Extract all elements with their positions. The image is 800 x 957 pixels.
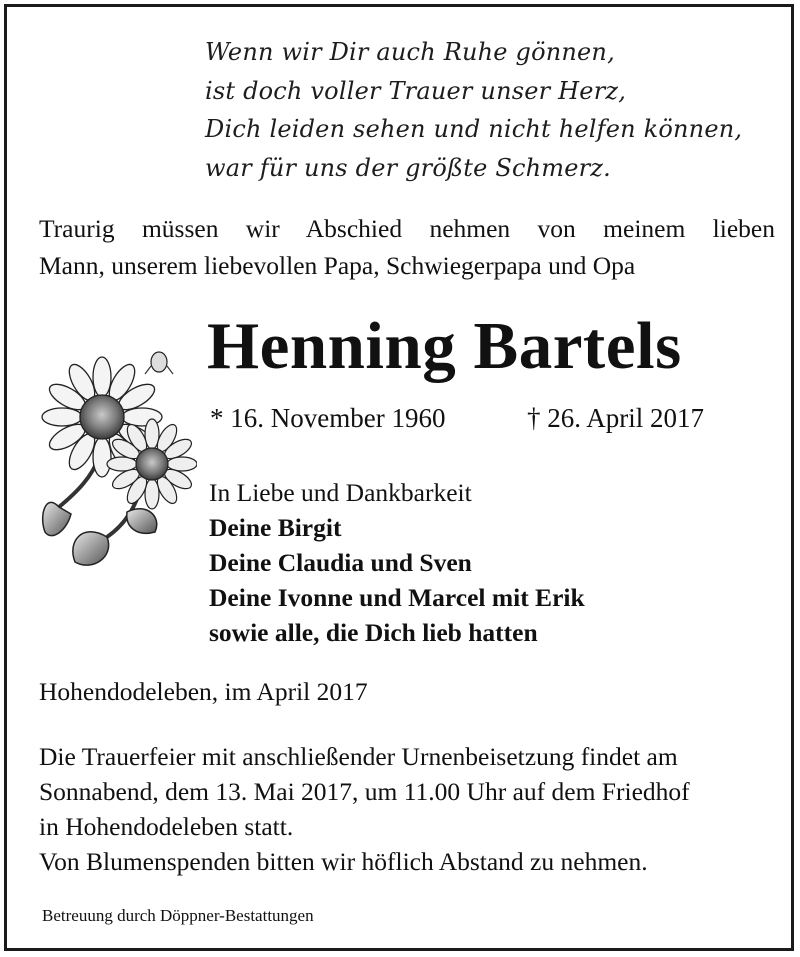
poem-line: Wenn wir Dir auch Ruhe gönnen, bbox=[205, 38, 615, 66]
poem bbox=[205, 33, 765, 187]
intro-text bbox=[39, 210, 775, 284]
family-member: Deine Claudia und Sven bbox=[209, 548, 472, 577]
place-date: Hohendodeleben, im April 2017 bbox=[39, 677, 368, 706]
poem-line: ist doch voller Trauer unser Herz, bbox=[205, 76, 627, 105]
birth-date: * 16. November 1960 bbox=[210, 403, 446, 433]
family-member: sowie alle, die Dich lieb hatten bbox=[209, 618, 538, 647]
death-date: † 26. April 2017 bbox=[527, 403, 705, 433]
poem-line: war für uns der größte Schmerz. bbox=[205, 153, 611, 182]
funeral-info-line: Sonnabend, dem 13. Mai 2017, um 11.00 Uhr auf dem Friedhof bbox=[39, 777, 690, 806]
family-opening: In Liebe und Dankbarkeit bbox=[209, 478, 472, 507]
family-signature bbox=[209, 475, 585, 650]
funeral-info bbox=[39, 739, 779, 879]
undertaker-credit: Betreuung durch Döppner-Bestattungen bbox=[42, 906, 314, 925]
intro-line: Traurig müssen wir Abschied nehmen von meinem lieben bbox=[39, 214, 775, 243]
funeral-info-line: in Hohendodeleben statt. bbox=[39, 812, 294, 841]
funeral-info-line: Die Trauerfeier mit anschließender Urnenbeisetzung findet am bbox=[39, 742, 678, 771]
family-member: Deine Birgit bbox=[209, 513, 342, 542]
poem-line: Dich leiden sehen und nicht helfen können, bbox=[205, 115, 743, 143]
funeral-info-line: Von Blumenspenden bitten wir höflich Abstand zu nehmen. bbox=[39, 847, 648, 876]
family-member: Deine Ivonne und Marcel mit Erik bbox=[209, 583, 585, 612]
notice-frame bbox=[4, 4, 794, 951]
deceased-name: Henning Bartels bbox=[207, 309, 682, 383]
intro-line: Mann, unserem liebevollen Papa, Schwiegerpapa und Opa bbox=[39, 251, 636, 280]
sunflower-icon bbox=[37, 342, 197, 572]
